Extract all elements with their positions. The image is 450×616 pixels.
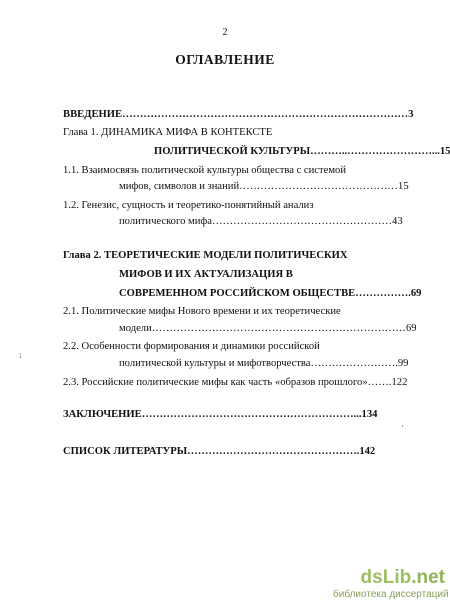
watermark-logo-main: dsLib	[360, 567, 412, 588]
toc-section-2-3[interactable]: 2.3. Российские политические мифы как часть «образов прошлого»…….122	[63, 377, 408, 388]
watermark-subtitle: библиотека диссертаций	[333, 589, 449, 600]
toc-section-1-1-line-1[interactable]: 1.1. Взаимосвязь политической культуры общества с системой	[63, 165, 346, 176]
toc-section-2-1-line-1[interactable]: 2.1. Политические мифы Нового времени и их теоретические	[63, 306, 341, 317]
watermark	[333, 567, 449, 601]
stray-tick-mark: ·	[401, 421, 404, 431]
watermark-logo	[333, 568, 445, 588]
toc-section-2-2-line-2[interactable]: политической культуры и мифотворчества…………………….99	[119, 358, 409, 369]
page-title: ОГЛАВЛЕНИЕ	[175, 52, 275, 67]
toc-section-1-2-line-1[interactable]: 1.2. Генезис, сущность и теоретико-понятийный анализ	[63, 200, 314, 211]
toc-chapter-2-line-1[interactable]: Глава 2. ТЕОРЕТИЧЕСКИЕ МОДЕЛИ ПОЛИТИЧЕСКИХ	[63, 250, 348, 261]
toc-conclusion[interactable]: ЗАКЛЮЧЕНИЕ……………………………………………………...134	[63, 409, 378, 420]
toc-section-1-1-line-2[interactable]: мифов, символов и знаний………………………………………15	[119, 181, 409, 192]
toc-chapter-2-line-3[interactable]: СОВРЕМЕННОМ РОССИЙСКОМ ОБЩЕСТВЕ…………….69	[119, 288, 422, 299]
toc-chapter-1-line-1[interactable]: Глава 1. ДИНАМИКА МИФА В КОНТЕКСТЕ	[63, 127, 273, 138]
toc-references[interactable]: СПИСОК ЛИТЕРАТУРЫ………………………………………….142	[63, 446, 376, 457]
toc-section-2-2-line-1[interactable]: 2.2. Особенности формирования и динамики российской	[63, 341, 320, 352]
toc-intro[interactable]: ВВЕДЕНИЕ………………………………………………………………………3	[63, 109, 414, 120]
page-number: 2	[222, 27, 228, 38]
watermark-logo-tld: .net	[411, 567, 445, 588]
margin-mark: ⁏	[19, 350, 22, 359]
toc-chapter-2-line-2[interactable]: МИФОВ И ИХ АКТУАЛИЗАЦИЯ В	[119, 269, 293, 280]
toc-chapter-1-line-2[interactable]: ПОЛИТИЧЕСКОЙ КУЛЬТУРЫ………..……………………...15	[154, 146, 450, 157]
toc-section-2-1-line-2[interactable]: модели………………………………………………………………69	[119, 323, 417, 334]
toc-section-1-2-line-2[interactable]: политического мифа……………………………………………43	[119, 216, 403, 227]
